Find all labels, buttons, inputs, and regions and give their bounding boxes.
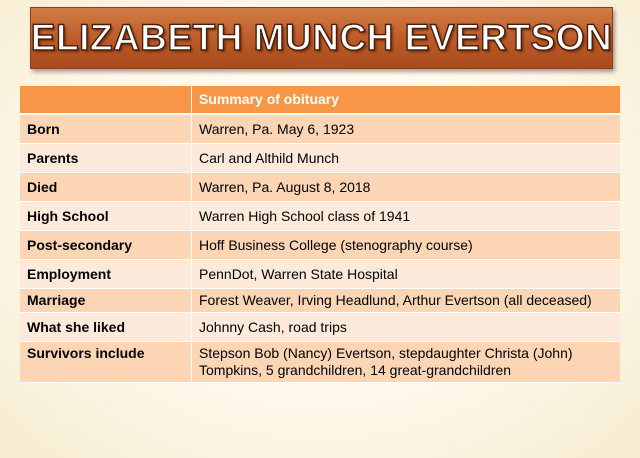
table-row-marriage [20,289,620,313]
row-label: Employment [20,260,192,289]
title-banner [30,7,613,69]
row-label: Survivors include [20,342,192,383]
table-row-died [20,173,620,202]
row-label: Post-secondary [20,231,192,260]
table-header-cell-summary: Summary of obituary [192,86,620,115]
row-value: Stepson Bob (Nancy) Evertson, stepdaughter Christa (John) Tompkins, 5 grandchildren, 14 great-grandchildren [192,342,620,383]
table-row-parents [20,144,620,173]
row-label: Marriage [20,289,192,313]
row-value: Warren, Pa. May 6, 1923 [192,115,620,144]
row-value: Carl and Althild Munch [192,144,620,173]
table-header-row [20,86,620,115]
row-value: Forest Weaver, Irving Headlund, Arthur Evertson (all deceased) [192,289,620,313]
row-value: Hoff Business College (stenography course) [192,231,620,260]
table-row-high-school [20,202,620,231]
table-row-employment [20,260,620,289]
table-row-born [20,115,620,144]
row-value: PennDot, Warren State Hospital [192,260,620,289]
row-value: Warren, Pa. August 8, 2018 [192,173,620,202]
row-value: Warren High School class of 1941 [192,202,620,231]
table-row-what-she-liked [20,313,620,342]
obituary-summary-table [20,86,620,383]
row-label: Born [20,115,192,144]
row-label: Died [20,173,192,202]
page-title: ELIZABETH MUNCH EVERTSON [30,17,613,58]
table-row-post-secondary [20,231,620,260]
row-label: High School [20,202,192,231]
row-label: Parents [20,144,192,173]
table-header-cell-blank [20,86,192,115]
table-row-survivors [20,342,620,383]
row-value: Johnny Cash, road trips [192,313,620,342]
row-label: What she liked [20,313,192,342]
